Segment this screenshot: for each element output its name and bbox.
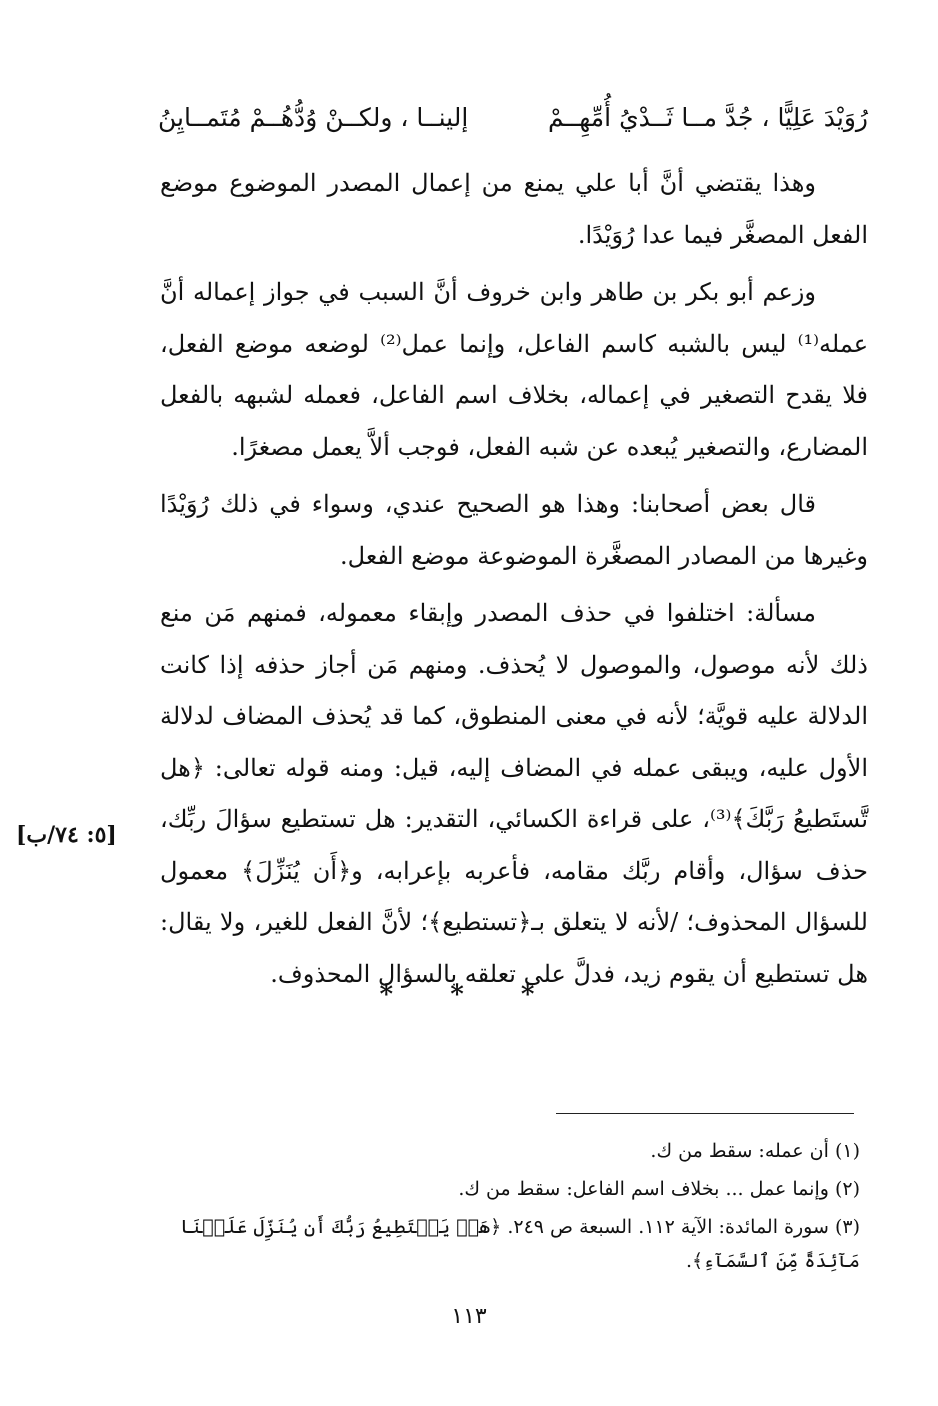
page-number: ١١٣: [451, 1304, 487, 1329]
footnote: (١) أن عمله: سقط من ك.: [650, 1140, 860, 1162]
footnote: (٣) سورة المائدة: الآية ١١٢. السبعة ص ٢٤٩. ﴿هَلۡ يَسۡتَطِيعُ رَبُّكَ أَن يُنَزِّلَ عَلَيۡنَا مَآئِدَةً مِّنَ ٱلسَّمَآءِ﴾.: [180, 1216, 860, 1272]
paragraph: وهذا يقتضي أنَّ أبا علي يمنع من إعمال المصدر الموضوع موضع الفعل المصغَّر فيما عدا رُوَيْدًا.: [160, 169, 868, 249]
main-text: [160, 158, 868, 1006]
paragraph: قال بعض أصحابنا: وهذا هو الصحيح عندي، وسواء في ذلك رُوَيْدًا وغيرها من المصادر المصغَّرة الموضوعة موضع الفعل.: [160, 490, 868, 570]
section-separator: * * *: [379, 980, 559, 1010]
verse-hemistich-first: رُوَيْدَ عَلِيًّا ، جُدَّ مــا ثَــدْيُ أُمِّهِــمْ: [547, 103, 868, 132]
verse-hemistich-second: إلينــا ، ولكــنْ وُدُّهُــمْ مُتَمــايِنُ: [158, 103, 469, 132]
footnotes: [150, 1134, 860, 1282]
footnote-divider: [556, 1113, 854, 1114]
footnote: (٢) وإنما عمل ... بخلاف اسم الفاعل: سقط من ك.: [458, 1178, 860, 1200]
paragraph: مسألة: اختلفوا في حذف المصدر وإبقاء معموله، فمنهم مَن منع ذلك لأنه موصول، والموصول لا يُحذف. ومنهم مَن أجاز حذفه إذا كانت الدلالة عليه قويَّة؛ لأنه في معنى المنطوق، كما قد يُحذف المضاف لدلالة الأول عليه، ويبقى عمله في المضاف إليه، قيل: ومنه قوله تعالى: ﴿هل تَّستَطيعُ رَبَّكَ﴾⁽³⁾، على قراءة الكسائي، التقدير: هل تستطيع سؤالَ ربِّك، حذف سؤال، وأقام ربَّك مقامه، فأعربه بإعرابه، و﴿أَن يُنَزِّلَ﴾ معمول للسؤال المحذوف؛ /لأنه لا يتعلق بـ﴿تستطيع﴾؛ لأنَّ الفعل للغير، ولا يقال: هل تستطيع أن يقوم زيد، فدلَّ على تعلقه بالسؤال المحذوف.: [160, 599, 868, 988]
manuscript-folio-reference: [٥: ٧٤/ب]: [16, 822, 117, 848]
paragraph: وزعم أبو بكر بن طاهر وابن خروف أنَّ السبب في جواز إعماله أنَّ عمله⁽¹⁾ ليس بالشبه كاسم الفاعل، وإنما عمل⁽²⁾ لوضعه موضع الفعل، فلا يقدح التصغير في إعماله، بخلاف اسم الفاعل، فعمله لشبهه بالفعل المضارع، والتصغير يُبعده عن شبه الفعل، فوجب ألاَّ يعمل مصغرًا.: [160, 278, 869, 461]
poetry-verse: [158, 96, 868, 140]
